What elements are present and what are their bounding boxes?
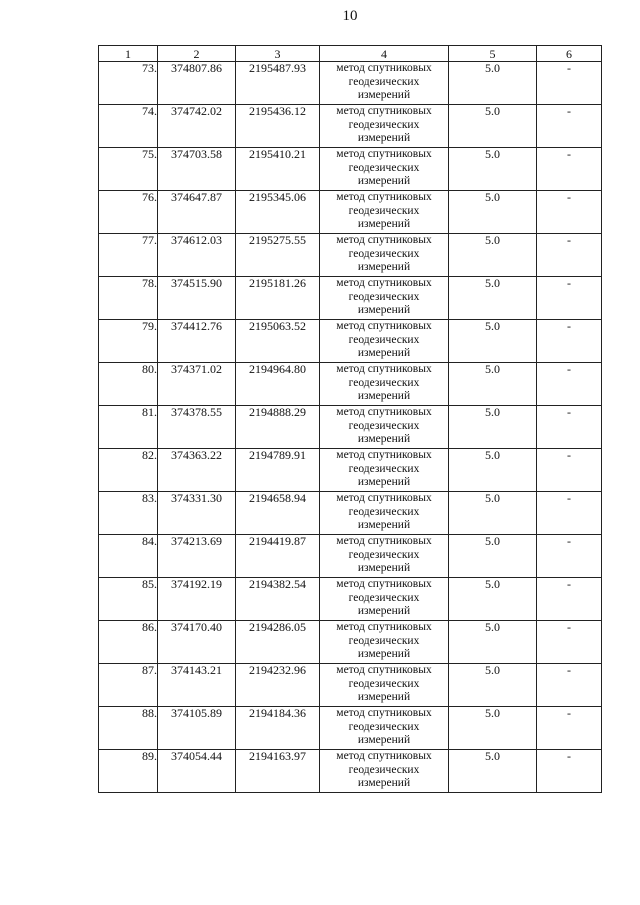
method-line: метод спутниковых <box>336 320 432 332</box>
method-cell <box>320 578 449 621</box>
point-number: 77. <box>99 234 158 277</box>
coordinate-x: 374612.03 <box>158 234 236 277</box>
method-line: измерений <box>357 132 411 144</box>
method-line: измерений <box>357 605 411 617</box>
method-line: метод спутниковых <box>336 707 432 719</box>
method-line: измерений <box>357 347 411 359</box>
method-cell <box>320 105 449 148</box>
method-line: измерений <box>357 175 411 187</box>
point-number: 84. <box>99 535 158 578</box>
point-number: 73. <box>99 62 158 105</box>
method-cell <box>320 277 449 320</box>
method-cell <box>320 191 449 234</box>
method-line: измерений <box>357 261 411 273</box>
method-line: геодезических <box>348 591 420 604</box>
point-number: 76. <box>99 191 158 234</box>
method-line: измерений <box>357 734 411 746</box>
coordinate-y: 2195487.93 <box>236 62 320 105</box>
coordinate-x: 374412.76 <box>158 320 236 363</box>
method-line: геодезических <box>348 333 420 346</box>
table-row <box>99 578 602 621</box>
accuracy-value: 5.0 <box>449 664 537 707</box>
coordinate-x: 374647.87 <box>158 191 236 234</box>
accuracy-value: 5.0 <box>449 449 537 492</box>
table-row <box>99 277 602 320</box>
coordinate-y: 2194163.97 <box>236 750 320 793</box>
method-line: измерений <box>357 218 411 230</box>
table-row <box>99 492 602 535</box>
note-value: - <box>537 363 602 406</box>
method-line: геодезических <box>348 118 420 131</box>
accuracy-value: 5.0 <box>449 406 537 449</box>
point-number: 89. <box>99 750 158 793</box>
note-value: - <box>537 191 602 234</box>
method-cell <box>320 535 449 578</box>
coordinate-y: 2194184.36 <box>236 707 320 750</box>
method-line: измерений <box>357 777 411 789</box>
table-row <box>99 105 602 148</box>
coordinate-y: 2195063.52 <box>236 320 320 363</box>
coordinate-x: 374105.89 <box>158 707 236 750</box>
method-line: метод спутниковых <box>336 62 432 74</box>
method-line: измерений <box>357 304 411 316</box>
method-line: геодезических <box>348 75 420 88</box>
header-row <box>99 46 602 62</box>
accuracy-value: 5.0 <box>449 277 537 320</box>
method-line: геодезических <box>348 634 420 647</box>
coordinate-y: 2195275.55 <box>236 234 320 277</box>
note-value: - <box>537 535 602 578</box>
table-row <box>99 664 602 707</box>
method-line: метод спутниковых <box>336 578 432 590</box>
note-value: - <box>537 707 602 750</box>
accuracy-value: 5.0 <box>449 234 537 277</box>
table-row <box>99 234 602 277</box>
method-line: измерений <box>357 691 411 703</box>
accuracy-value: 5.0 <box>449 707 537 750</box>
header-col-1: 1 <box>99 46 158 62</box>
method-cell <box>320 406 449 449</box>
point-number: 82. <box>99 449 158 492</box>
coordinate-y: 2194888.29 <box>236 406 320 449</box>
method-line: геодезических <box>348 677 420 690</box>
header-col-3: 3 <box>236 46 320 62</box>
accuracy-value: 5.0 <box>449 492 537 535</box>
coordinate-x: 374703.58 <box>158 148 236 191</box>
table-row <box>99 707 602 750</box>
method-cell <box>320 492 449 535</box>
coordinate-y: 2195345.06 <box>236 191 320 234</box>
coordinate-y: 2194789.91 <box>236 449 320 492</box>
table-row <box>99 449 602 492</box>
method-line: метод спутниковых <box>336 105 432 117</box>
method-cell <box>320 320 449 363</box>
method-cell <box>320 750 449 793</box>
coordinate-x: 374363.22 <box>158 449 236 492</box>
method-cell <box>320 621 449 664</box>
note-value: - <box>537 277 602 320</box>
accuracy-value: 5.0 <box>449 621 537 664</box>
table-row <box>99 363 602 406</box>
method-cell <box>320 449 449 492</box>
method-line: измерений <box>357 476 411 488</box>
method-line: измерений <box>357 89 411 101</box>
coordinate-x: 374331.30 <box>158 492 236 535</box>
point-number: 79. <box>99 320 158 363</box>
method-line: метод спутниковых <box>336 277 432 289</box>
point-number: 81. <box>99 406 158 449</box>
method-cell <box>320 234 449 277</box>
coordinate-y: 2194658.94 <box>236 492 320 535</box>
point-number: 74. <box>99 105 158 148</box>
header-col-4: 4 <box>320 46 449 62</box>
note-value: - <box>537 578 602 621</box>
method-line: метод спутниковых <box>336 449 432 461</box>
method-line: метод спутниковых <box>336 234 432 246</box>
header-col-2: 2 <box>158 46 236 62</box>
coordinate-x: 374143.21 <box>158 664 236 707</box>
method-cell <box>320 62 449 105</box>
coordinate-y: 2194286.05 <box>236 621 320 664</box>
method-line: измерений <box>357 390 411 402</box>
header-col-5: 5 <box>449 46 537 62</box>
accuracy-value: 5.0 <box>449 535 537 578</box>
coordinate-y: 2194232.96 <box>236 664 320 707</box>
method-line: геодезических <box>348 204 420 217</box>
method-line: геодезических <box>348 247 420 260</box>
coordinate-x: 374054.44 <box>158 750 236 793</box>
coordinate-y: 2195410.21 <box>236 148 320 191</box>
method-line: метод спутниковых <box>336 148 432 160</box>
point-number: 75. <box>99 148 158 191</box>
accuracy-value: 5.0 <box>449 105 537 148</box>
table-row <box>99 535 602 578</box>
method-line: геодезических <box>348 290 420 303</box>
method-line: метод спутниковых <box>336 664 432 676</box>
table-row <box>99 62 602 105</box>
method-cell <box>320 707 449 750</box>
accuracy-value: 5.0 <box>449 363 537 406</box>
method-line: измерений <box>357 562 411 574</box>
method-line: геодезических <box>348 763 420 776</box>
method-line: метод спутниковых <box>336 535 432 547</box>
note-value: - <box>537 62 602 105</box>
accuracy-value: 5.0 <box>449 148 537 191</box>
accuracy-value: 5.0 <box>449 191 537 234</box>
point-number: 86. <box>99 621 158 664</box>
coordinate-y: 2195436.12 <box>236 105 320 148</box>
table-row <box>99 320 602 363</box>
coordinate-x: 374371.02 <box>158 363 236 406</box>
accuracy-value: 5.0 <box>449 62 537 105</box>
point-number: 88. <box>99 707 158 750</box>
method-line: геодезических <box>348 505 420 518</box>
method-line: метод спутниковых <box>336 406 432 418</box>
note-value: - <box>537 449 602 492</box>
point-number: 80. <box>99 363 158 406</box>
table-body <box>99 62 602 793</box>
method-line: измерений <box>357 648 411 660</box>
coordinate-y: 2194964.80 <box>236 363 320 406</box>
method-line: метод спутниковых <box>336 363 432 375</box>
note-value: - <box>537 148 602 191</box>
table-row <box>99 406 602 449</box>
method-cell <box>320 363 449 406</box>
accuracy-value: 5.0 <box>449 320 537 363</box>
coordinates-table <box>98 45 602 793</box>
method-line: метод спутниковых <box>336 492 432 504</box>
coordinate-x: 374515.90 <box>158 277 236 320</box>
method-line: геодезических <box>348 161 420 174</box>
method-line: геодезических <box>348 462 420 475</box>
coordinate-x: 374807.86 <box>158 62 236 105</box>
point-number: 83. <box>99 492 158 535</box>
accuracy-value: 5.0 <box>449 750 537 793</box>
method-line: геодезических <box>348 548 420 561</box>
coordinate-x: 374742.02 <box>158 105 236 148</box>
method-cell <box>320 148 449 191</box>
method-line: геодезических <box>348 720 420 733</box>
note-value: - <box>537 750 602 793</box>
coordinate-y: 2195181.26 <box>236 277 320 320</box>
table-row <box>99 750 602 793</box>
note-value: - <box>537 105 602 148</box>
coordinate-x: 374170.40 <box>158 621 236 664</box>
table-row <box>99 191 602 234</box>
point-number: 87. <box>99 664 158 707</box>
method-line: измерений <box>357 433 411 445</box>
method-line: метод спутниковых <box>336 191 432 203</box>
table-row <box>99 621 602 664</box>
table-header <box>99 46 602 62</box>
coordinate-y: 2194419.87 <box>236 535 320 578</box>
page-number: 10 <box>342 8 358 24</box>
method-line: геодезических <box>348 419 420 432</box>
note-value: - <box>537 492 602 535</box>
table-row <box>99 148 602 191</box>
coordinate-y: 2194382.54 <box>236 578 320 621</box>
note-value: - <box>537 234 602 277</box>
accuracy-value: 5.0 <box>449 578 537 621</box>
note-value: - <box>537 664 602 707</box>
coordinate-x: 374192.19 <box>158 578 236 621</box>
note-value: - <box>537 320 602 363</box>
coordinate-x: 374378.55 <box>158 406 236 449</box>
point-number: 85. <box>99 578 158 621</box>
coordinate-x: 374213.69 <box>158 535 236 578</box>
method-cell <box>320 664 449 707</box>
method-line: измерений <box>357 519 411 531</box>
note-value: - <box>537 621 602 664</box>
point-number: 78. <box>99 277 158 320</box>
header-col-6: 6 <box>537 46 602 62</box>
method-line: метод спутниковых <box>336 750 432 762</box>
method-line: метод спутниковых <box>336 621 432 633</box>
method-line: геодезических <box>348 376 420 389</box>
note-value: - <box>537 406 602 449</box>
